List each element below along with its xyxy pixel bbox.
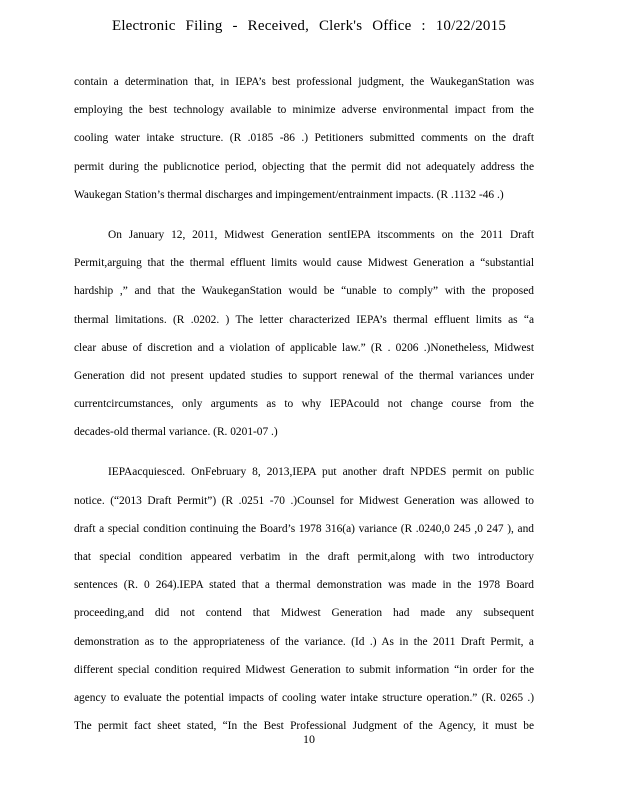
text-line: clear abuse of discretion and a violation of applicable law.” (R . 0206 .)Nonetheless, Midwest (74, 341, 534, 354)
text-line: notice. (“2013 Draft Permit”) (R .0251 -70 .)Counsel for Midwest Generation was allowed to (74, 494, 534, 507)
text-line: The permit fact sheet stated, “In the Best Professional Judgment of the Agency, it must be (74, 720, 534, 733)
text-line: sentences (R. 0 264).IEPA stated that a thermal demonstration was made in the 1978 Board (74, 579, 534, 592)
text-line: demonstration as to the appropriateness of the variance. (Id .) As in the 2011 Draft Permit, a (74, 635, 534, 648)
text-line: Generation did not present updated studies to support renewal of the thermal variances under (74, 369, 534, 382)
paragraph (74, 221, 534, 447)
text-line: decades-old thermal variance. (R. 0201-07 .) (74, 426, 278, 439)
document-body (74, 68, 534, 740)
text-line: contain a determination that, in IEPA’s best professional judgment, the WaukeganStation was (74, 76, 534, 88)
text-line: thermal limitations. (R .0202. ) The letter characterized IEPA’s thermal effluent limits as “a (74, 313, 534, 326)
text-line: permit during the publicnotice period, objecting that the permit did not adequately address the (74, 160, 534, 173)
text-line: hardship ,” and that the WaukeganStation would be “unable to comply” with the proposed (74, 285, 534, 298)
text-line: Waukegan Station’s thermal discharges and impingement/entrainment impacts. (R .1132 -46 .) (74, 188, 504, 201)
text-line: IEPAacquiesced. OnFebruary 8, 2013,IEPA put another draft NPDES permit on public (108, 466, 534, 479)
text-line: proceeding,and did not contend that Midwest Generation had made any subsequent (74, 607, 534, 620)
filing-stamp-header: Electronic Filing - Received, Clerk's Office : 10/22/2015 (111, 18, 507, 34)
text-line: Permit,arguing that the thermal effluent limits would cause Midwest Generation a “substantial (74, 257, 534, 270)
page-number: 10 (303, 732, 315, 746)
text-line: draft a special condition continuing the Board’s 1978 316(a) variance (R .0240,0 245 ,0 247 ), and (74, 522, 534, 535)
text-line: employing the best technology available to minimize adverse environmental impact from the (74, 104, 534, 117)
text-line: different special condition required Midwest Generation to submit information “in order for the (74, 663, 534, 676)
text-line: that special condition appeared verbatim in the draft permit,along with two introductory (74, 551, 534, 563)
paragraph (74, 68, 534, 209)
paragraph (74, 458, 534, 740)
text-line: currentcircumstances, only arguments as to why IEPAcould not change course from the (74, 398, 534, 411)
text-line: On January 12, 2011, Midwest Generation sentIEPA itscomments on the 2011 Draft (108, 228, 534, 241)
text-line: agency to evaluate the potential impacts of cooling water intake structure operation.” (R. 0265 .) (74, 691, 534, 704)
text-line: cooling water intake structure. (R .0185 -86 .) Petitioners submitted comments on the draft (74, 132, 534, 145)
